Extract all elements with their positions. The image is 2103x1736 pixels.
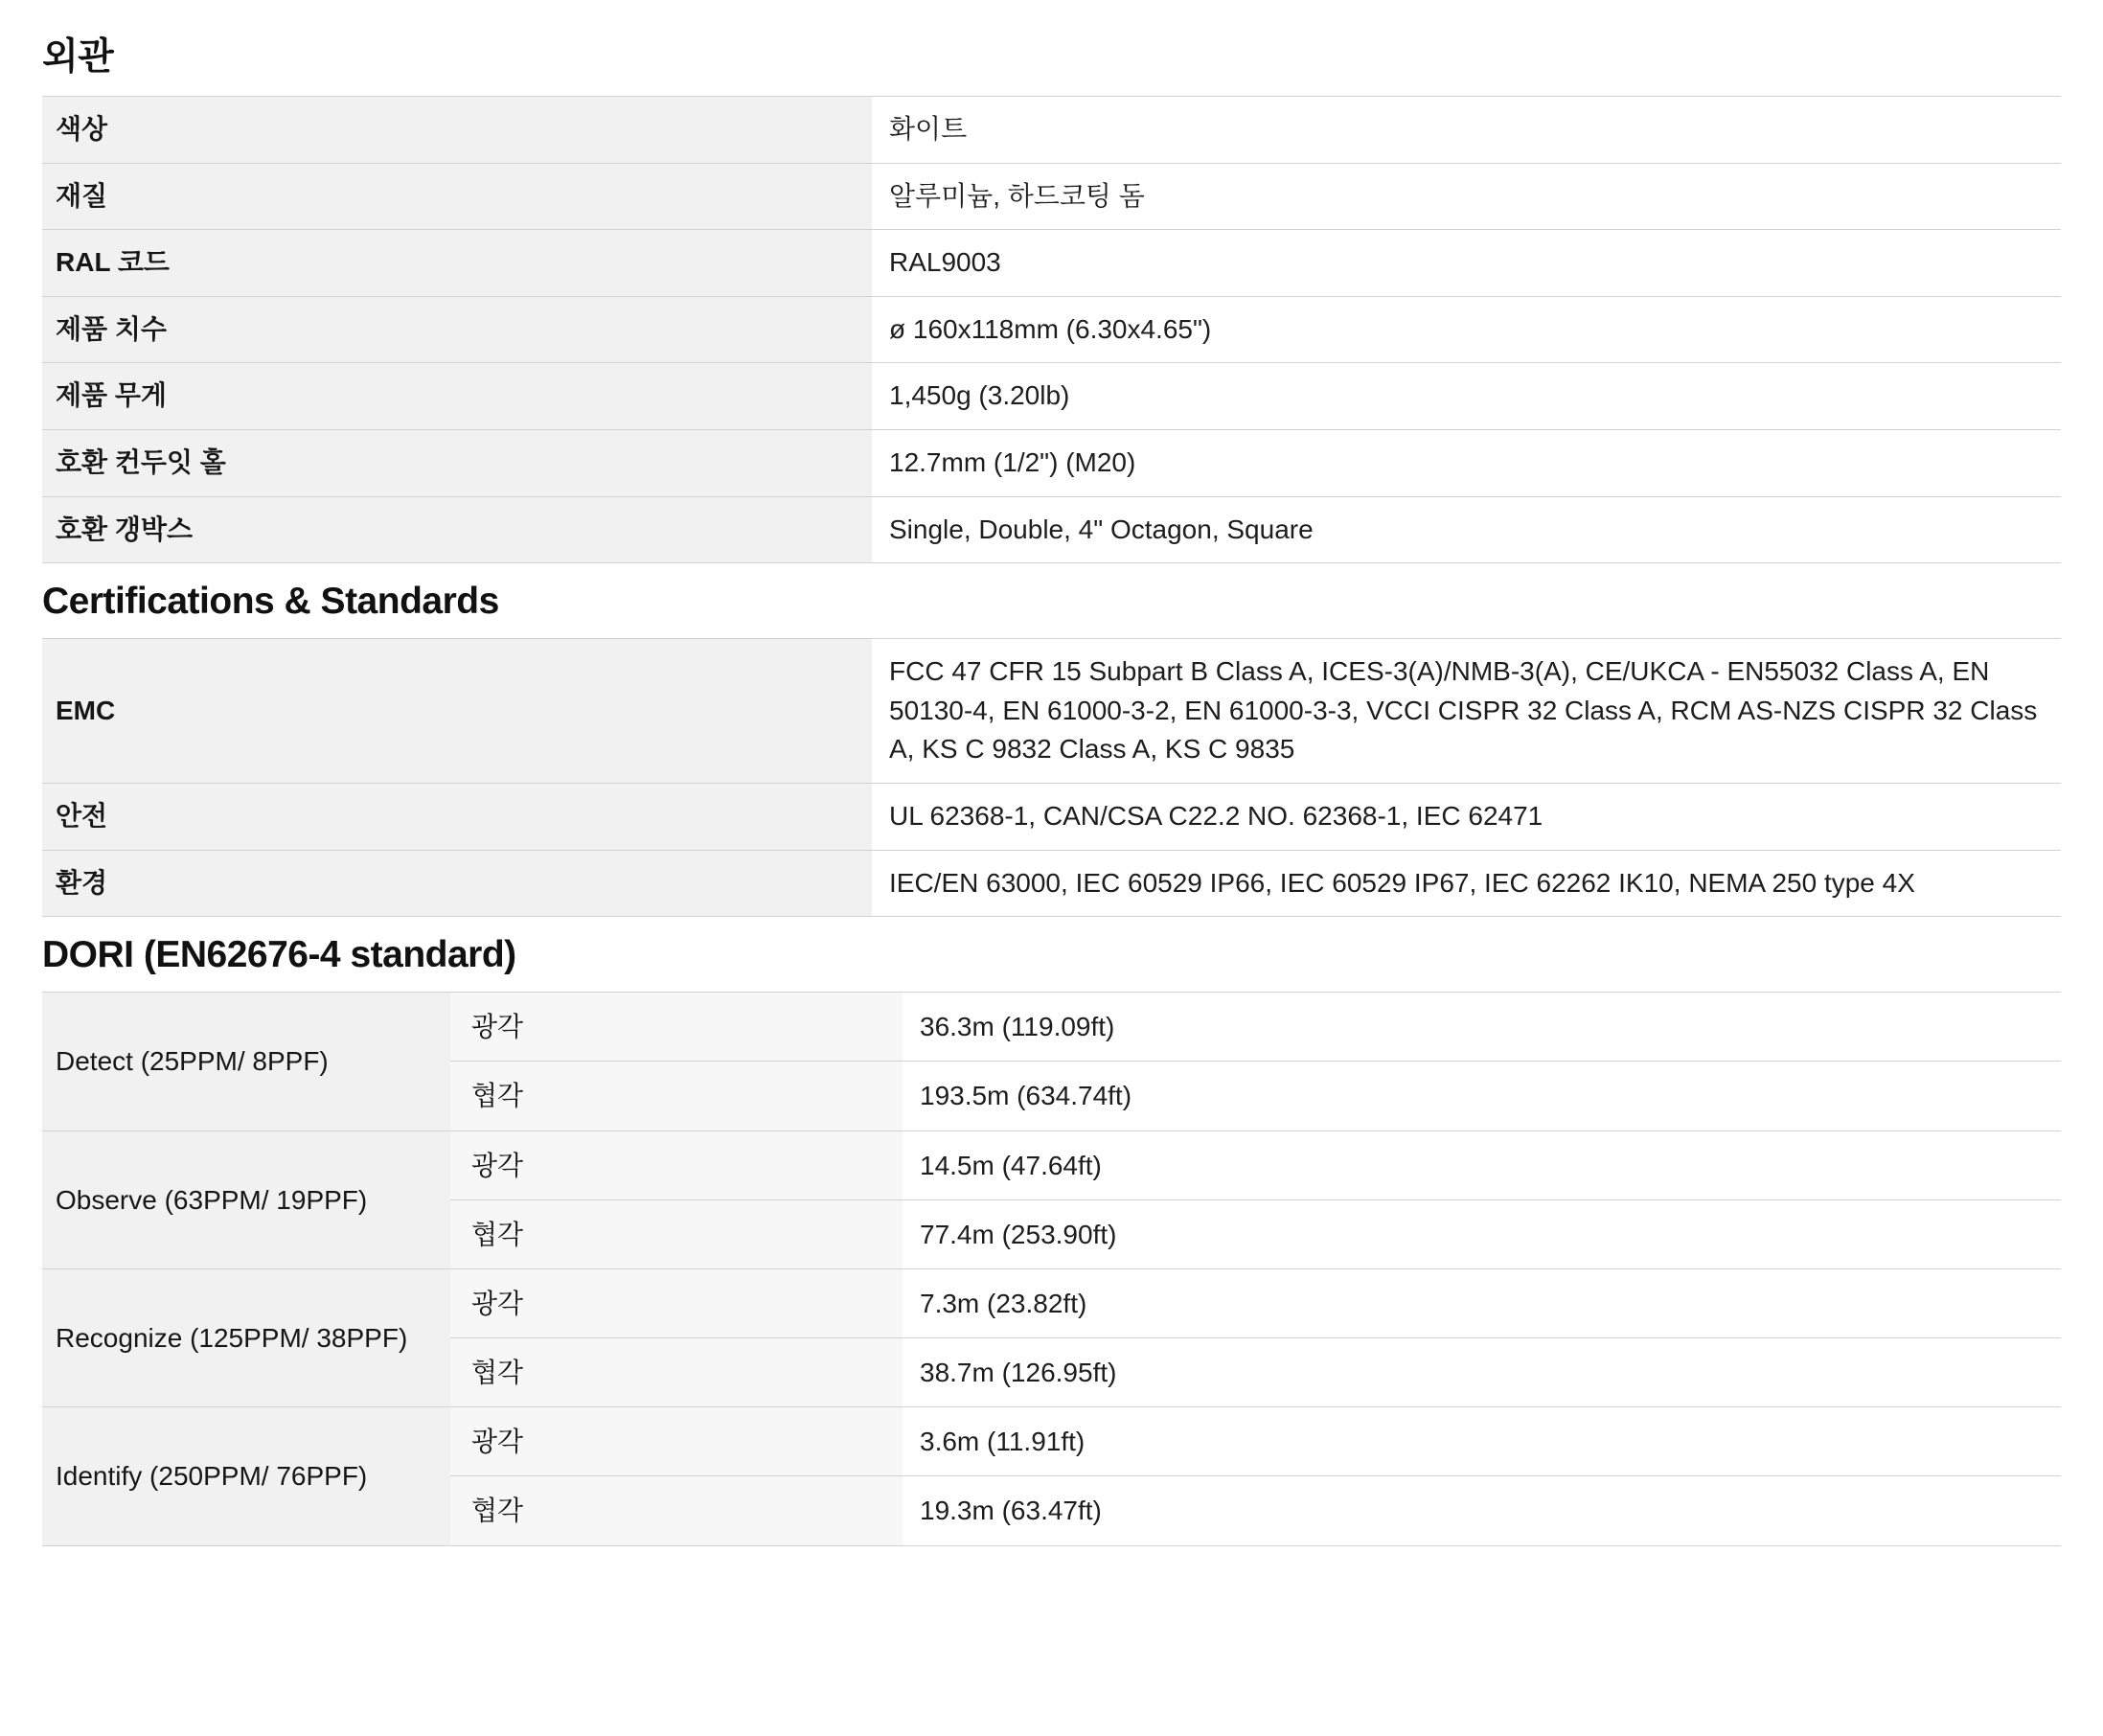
row-label: 제품 무게	[42, 363, 872, 430]
row-value: FCC 47 CFR 15 Subpart B Class A, ICES-3(A)/NMB-3(A), CE/UKCA - EN55032 Class A, EN 50130-4, EN 61000-3-2, EN 61000-3-3, VCCI CISPR 32 Class A, RCM AS-NZS CISPR 32 Class A, KS C 9832 Class A, KS C 9835	[872, 639, 2061, 784]
dori-subcategory: 협각	[450, 1338, 903, 1407]
dori-value: 38.7m (126.95ft)	[903, 1338, 2061, 1407]
table-row	[42, 1268, 2061, 1337]
dori-value: 3.6m (11.91ft)	[903, 1407, 2061, 1476]
dori-value: 14.5m (47.64ft)	[903, 1131, 2061, 1199]
row-label: 안전	[42, 783, 872, 850]
table-row	[42, 163, 2061, 230]
dori-subcategory: 광각	[450, 993, 903, 1062]
row-label: 호환 갱박스	[42, 496, 872, 563]
row-value: Single, Double, 4" Octagon, Square	[872, 496, 2061, 563]
row-label: EMC	[42, 639, 872, 784]
dori-value: 19.3m (63.47ft)	[903, 1476, 2061, 1545]
table-row	[42, 296, 2061, 363]
dori-subcategory: 광각	[450, 1268, 903, 1337]
section-title-appearance: 외관	[42, 36, 114, 78]
dori-subcategory: 협각	[450, 1062, 903, 1131]
dori-category: Observe (63PPM/ 19PPF)	[42, 1131, 450, 1268]
table-row	[42, 1407, 2061, 1476]
row-value: RAL9003	[872, 230, 2061, 297]
table-row	[42, 97, 2061, 164]
table-row	[42, 363, 2061, 430]
dori-subcategory: 광각	[450, 1131, 903, 1199]
dori-category: Detect (25PPM/ 8PPF)	[42, 993, 450, 1131]
row-value: 화이트	[872, 97, 2061, 164]
table-row	[42, 993, 2061, 1062]
dori-subcategory: 협각	[450, 1199, 903, 1268]
row-value: 알루미늄, 하드코팅 돔	[872, 163, 2061, 230]
table-row	[42, 429, 2061, 496]
row-value: 12.7mm (1/2") (M20)	[872, 429, 2061, 496]
row-label: 제품 치수	[42, 296, 872, 363]
table-row	[42, 783, 2061, 850]
row-value: UL 62368-1, CAN/CSA C22.2 NO. 62368-1, IEC 62471	[872, 783, 2061, 850]
appearance-table	[42, 96, 2061, 563]
table-row	[42, 1131, 2061, 1199]
row-label: 재질	[42, 163, 872, 230]
table-row	[42, 850, 2061, 917]
table-row	[42, 639, 2061, 784]
table-row	[42, 496, 2061, 563]
certifications-table	[42, 638, 2061, 917]
section-title-dori: DORI (EN62676-4 standard)	[42, 934, 516, 976]
row-label: 색상	[42, 97, 872, 164]
dori-value: 193.5m (634.74ft)	[903, 1062, 2061, 1131]
dori-category: Recognize (125PPM/ 38PPF)	[42, 1268, 450, 1406]
dori-category: Identify (250PPM/ 76PPF)	[42, 1407, 450, 1545]
row-value: IEC/EN 63000, IEC 60529 IP66, IEC 60529 IP67, IEC 62262 IK10, NEMA 250 type 4X	[872, 850, 2061, 917]
row-value: ø 160x118mm (6.30x4.65")	[872, 296, 2061, 363]
row-label: 호환 컨두잇 홀	[42, 429, 872, 496]
dori-subcategory: 협각	[450, 1476, 903, 1545]
table-row	[42, 230, 2061, 297]
row-label: RAL 코드	[42, 230, 872, 297]
section-title-certifications: Certifications & Standards	[42, 581, 499, 623]
dori-value: 7.3m (23.82ft)	[903, 1268, 2061, 1337]
dori-value: 77.4m (253.90ft)	[903, 1199, 2061, 1268]
dori-value: 36.3m (119.09ft)	[903, 993, 2061, 1062]
row-value: 1,450g (3.20lb)	[872, 363, 2061, 430]
row-label: 환경	[42, 850, 872, 917]
dori-table	[42, 992, 2061, 1546]
dori-subcategory: 광각	[450, 1407, 903, 1476]
